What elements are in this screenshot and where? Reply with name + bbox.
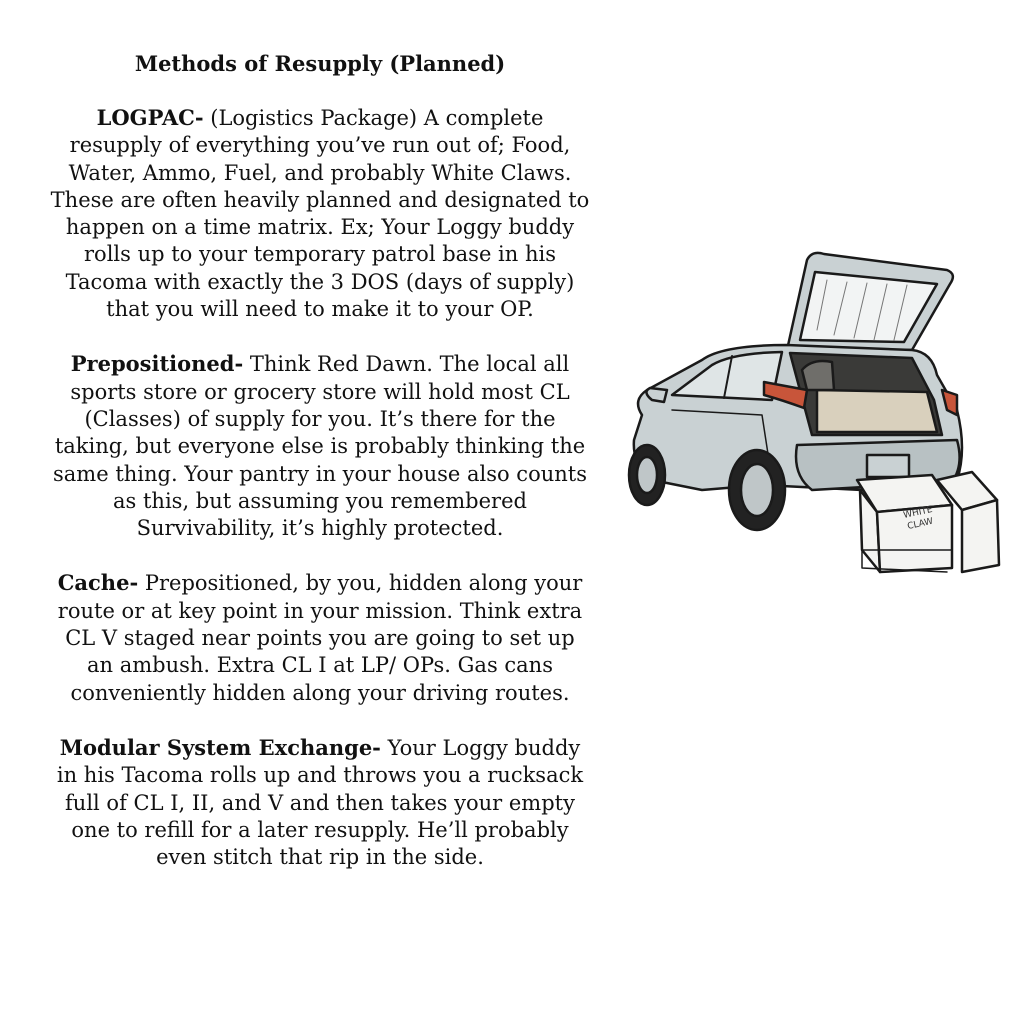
car-illustration xyxy=(612,250,1012,580)
body-cache: Prepositioned, by you, hidden along your route or at key point in your mission. Think extra CL V staged near points you are going to set up an ambush. Extra CL I at LP/ OPs. Gas cans conveniently hidden along your driving routes. xyxy=(57,571,583,705)
box-label-line2: CLAW xyxy=(906,516,935,532)
term-prepositioned: Prepositioned- xyxy=(70,351,244,377)
section-prepositioned xyxy=(50,350,590,542)
body-logpac: (Logistics Package) A complete resupply of everything you’ve run out of; Food, Water, Ammo, Fuel, and probably White Claws. These are often heavily planned and designated to happen on a time matrix. Ex; Your Loggy buddy rolls up to your temporary patrol base in his Tacoma with exactly the 3 DOS (days of supply) that you will need to make it to your OP. xyxy=(50,106,590,322)
license-plate xyxy=(867,455,909,477)
body-prepositioned: Think Red Dawn. The local all sports store or grocery store will hold most CL (Classes) of supply for you. It’s there for the taking, but everyone else is probably thinking the same thing. Your pantry in your house also counts as this, but assuming you remembered Survivability, it’s highly protected. xyxy=(53,352,587,541)
body-modular-system-exchange: Your Loggy buddy in his Tacoma rolls up and throws you a rucksack full of CL I, II, and V and then takes your empty one to refill for a later resupply. He’ll probably even stitch that rip in the side. xyxy=(56,735,584,870)
box-label-line1: WHITE xyxy=(902,505,934,521)
term-logpac: LOGPAC- xyxy=(96,105,204,130)
trunk-cargo xyxy=(817,390,937,432)
term-modular-system-exchange: Modular System Exchange- xyxy=(59,734,381,760)
document-text xyxy=(50,50,590,871)
box-back-side xyxy=(962,500,999,572)
section-modular-system-exchange xyxy=(50,734,590,871)
page-title: Methods of Resupply (Planned) xyxy=(134,51,506,76)
term-cache: Cache- xyxy=(57,570,139,596)
section-logpac xyxy=(50,104,590,323)
section-cache xyxy=(50,569,590,706)
